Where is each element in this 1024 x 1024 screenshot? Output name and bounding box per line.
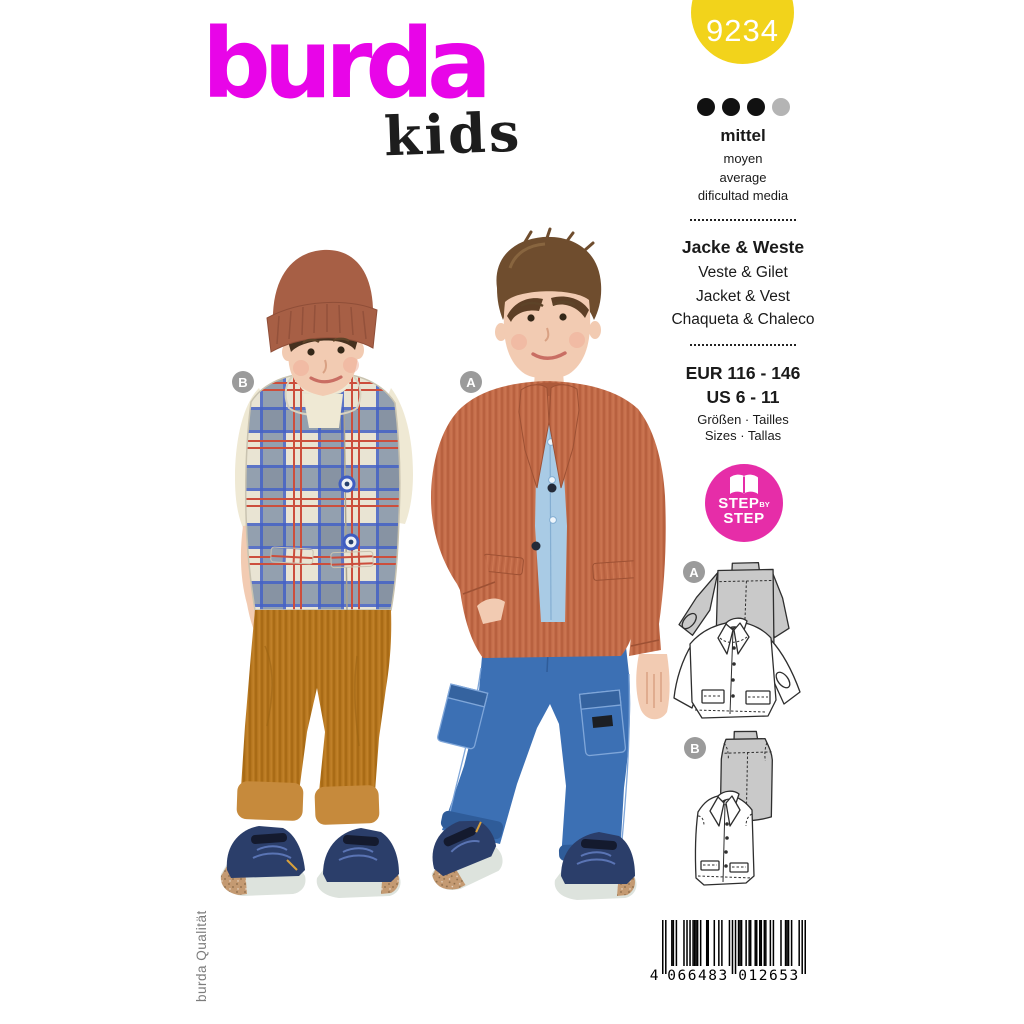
view-b-badge [684,737,706,759]
boy-model-a [418,229,670,900]
open-book-icon [729,474,759,495]
boy-b-sneaker-right [317,828,401,898]
boy-b-vest-pocket-left [271,547,314,564]
technical-drawing-vest [668,724,812,894]
boy-a-head [495,229,601,398]
cover-photo-two-boys [195,226,675,938]
garment-title-en: Jacket & Vest [696,287,790,305]
step-by-step-text: STEPBY STEP [718,495,770,527]
boy-b-corduroy-pants [241,610,391,792]
boy-b-head [267,250,377,396]
difficulty-dot [722,98,740,116]
garment-title-de: Jacke & Weste [681,237,805,257]
barcode-digits-right: 012653 [738,968,800,984]
boy-b-turtleneck-chest [303,394,343,428]
barcode-digits-left: 066483 [667,968,729,984]
pattern-number-badge [691,0,794,64]
boy-a-pocket-label [592,715,613,728]
photo-view-b-badge [232,371,254,393]
pattern-number: 9234 [706,13,779,48]
difficulty-labels-other [633,150,853,206]
photo-view-a-badge [460,371,482,393]
boy-a-cargo-pocket-right [580,690,626,756]
view-a-badge [683,561,705,583]
boy-a-jacket-pocket-right [592,560,639,580]
size-caption-de-fr: Größen · Tailles [697,412,789,427]
boy-b-cuff-left [236,781,303,821]
size-range-eur: EUR 116 - 146 [685,363,801,383]
view-a-letter: A [689,565,699,580]
dotted-divider-bottom [690,344,796,346]
size-caption-en-es: Sizes · Tallas [704,427,782,443]
difficulty-dot [772,98,790,116]
vest-front-view [695,791,754,885]
boy-b-cuff-right [314,785,379,825]
view-b-letter: B [690,741,700,756]
quality-vertical-label: burda Qualität [194,910,209,1002]
boy-model-b [221,250,413,898]
barcode-bars [662,920,806,974]
difficulty-label-de: mittel [720,126,766,145]
difficulty-label-es: dificultad media [697,188,789,203]
difficulty-label-en: average [719,169,767,185]
photo-view-a-letter: A [466,375,476,390]
difficulty-dot [697,98,715,116]
difficulty-dots [633,98,853,116]
garment-title-fr: Veste & Gilet [698,264,788,281]
barcode-digit-first: 4 [650,968,660,984]
size-range-us: US 6 - 11 [706,386,780,407]
garment-title-es: Chaqueta & Chaleco [671,311,815,328]
dotted-divider-top [690,219,796,221]
technical-drawing-jacket [668,550,812,732]
difficulty-label-fr: moyen [723,151,763,166]
burda-logo: burda [202,8,485,120]
kids-logo: kids [382,99,524,169]
photo-view-b-letter: B [238,375,248,390]
boy-b-vest-pocket-right [331,551,373,567]
step-by-step-badge [705,464,783,542]
boy-a-right-hand [636,654,669,719]
difficulty-dot [747,98,765,116]
boy-b-sneaker-left [221,826,306,896]
